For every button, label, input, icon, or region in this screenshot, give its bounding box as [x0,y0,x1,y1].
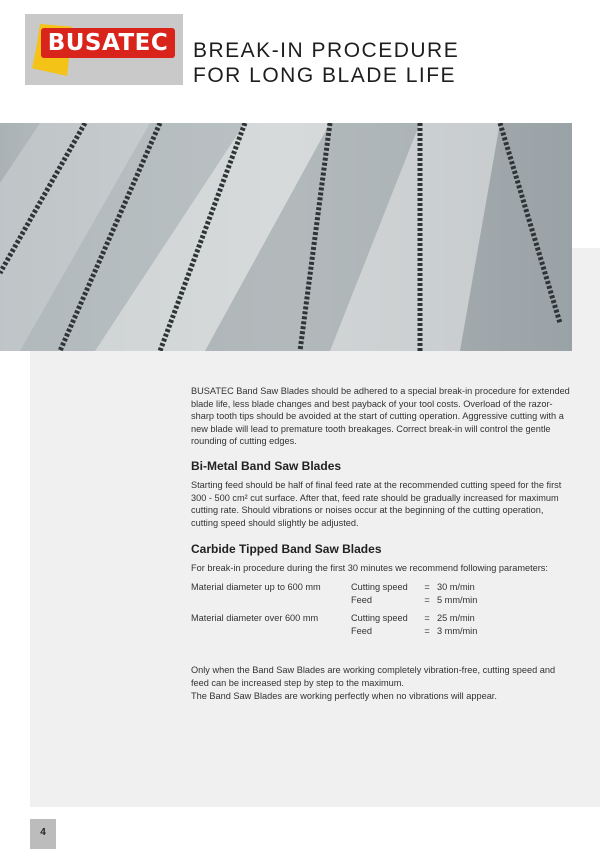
row-value: 30 m/min [437,581,475,592]
row-value: 3 mm/min [437,625,478,636]
row-label [191,594,351,607]
parameters-row [191,581,571,594]
saw-blades-illustration [0,123,572,351]
row-eq: = [424,625,430,636]
page-title-line-2: FOR LONG BLADE LIFE [193,64,457,87]
logo [25,14,183,85]
page-number: 4 [30,819,56,849]
row-eq: = [424,613,430,624]
parameters-row [191,625,571,638]
page-title-line-1: BREAK-IN PROCEDURE [193,39,460,62]
row-label: Material diameter up to 600 mm [191,581,321,592]
closing-paragraph-1: Only when the Band Saw Blades are working completely vibration-free, cutting speed and feed can be increased step by step to the maximum. [191,665,556,688]
intro-paragraph: BUSATEC Band Saw Blades should be adhered to a special break-in procedure for extended blade life, less blade changes and best payback of your tool costs. Overload of the razor-sharp tooth tips should be avoided at the start of cutting operation. Aggressive cutting with a new blade will lead to premature tooth breakages. Correct break-in will control the gentle rounding of cutting edges. [191,386,570,447]
row-label: Material diameter over 600 mm [191,613,319,624]
row-eq: = [424,594,430,605]
body-content [191,385,571,702]
row-value: 5 mm/min [437,594,478,605]
parameters-row [191,612,571,625]
bimetal-paragraph: Starting feed should be half of final feed rate at the recommended cutting speed for the first 300 - 500 cm² cut surface. After that, feed rate should be gradually increased for maximum cutting rate. Should vibrations or noises occur at the beginning of the cutting operation, cutting speed should slightly be adjusted. [191,479,562,528]
parameters-row [191,594,571,607]
row-value: 25 m/min [437,613,475,624]
bimetal-heading: Bi-Metal Band Saw Blades [191,458,342,473]
row-param: Cutting speed [351,581,408,592]
row-param: Cutting speed [351,613,408,624]
closing-paragraph-2: The Band Saw Blades are working perfectly when no vibrations will appear. [191,690,497,701]
page-title [193,38,459,88]
carbide-paragraph: For break-in procedure during the first 30 minutes we recommend following parameters: [191,563,548,574]
parameters-table [191,581,571,637]
row-eq: = [424,581,430,592]
carbide-heading: Carbide Tipped Band Saw Blades [191,542,382,557]
logo-wordmark: BUSATEC [41,28,175,58]
row-label [191,625,351,638]
row-param: Feed [351,594,372,605]
row-param: Feed [351,625,372,636]
saw-blades-photo [0,123,572,351]
